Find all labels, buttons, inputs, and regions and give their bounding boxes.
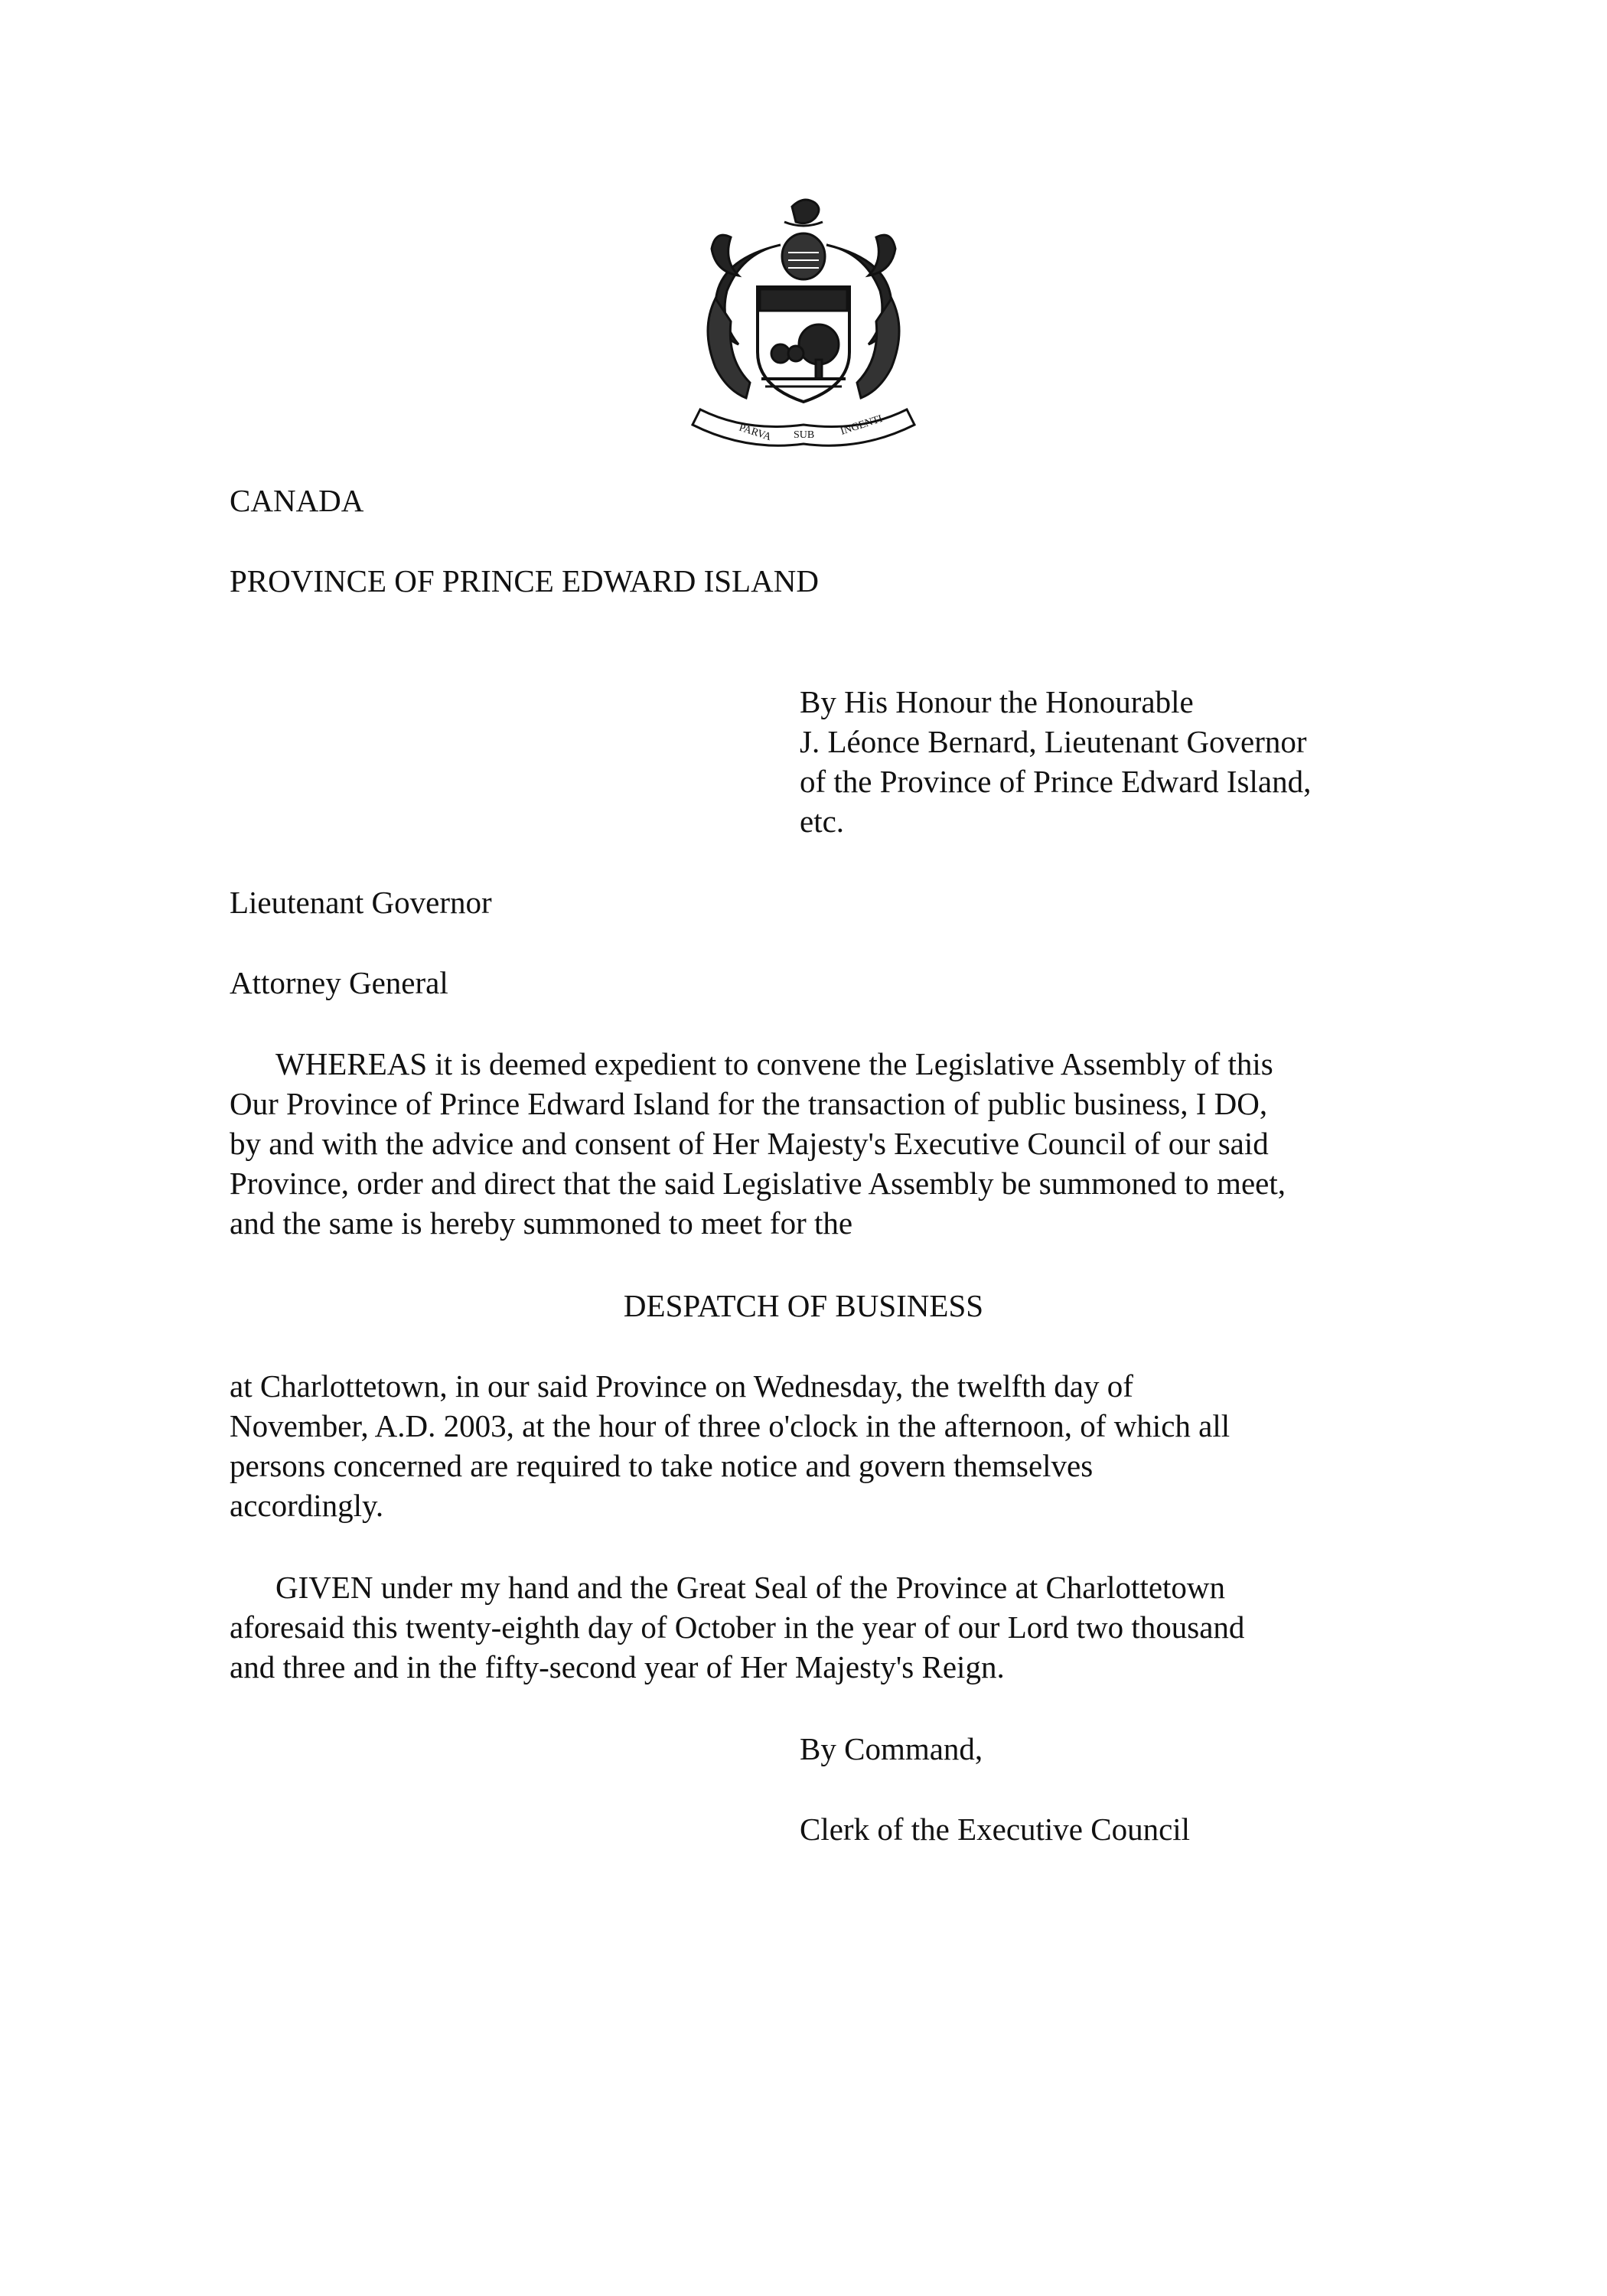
clerk-label: Clerk of the Executive Council — [800, 1812, 1191, 1847]
given-line: GIVEN under my hand and the Great Seal of the Province at Charlottetown — [275, 1570, 1226, 1605]
whereas-line: Our Province of Prince Edward Island for the transaction of public business, I DO, — [230, 1086, 1268, 1121]
province-heading: PROVINCE OF PRINCE EDWARD ISLAND — [230, 563, 819, 598]
given-paragraph — [230, 1567, 1377, 1687]
whereas-line: WHEREAS it is deemed expedient to convene the Legislative Assembly of this — [275, 1046, 1273, 1081]
meeting-line: November, A.D. 2003, at the hour of three o'clock in the afternoon, of which all — [230, 1408, 1231, 1443]
whereas-line: by and with the advice and consent of Her Majesty's Executive Council of our said — [230, 1126, 1269, 1161]
purpose-heading: DESPATCH OF BUSINESS — [623, 1288, 984, 1323]
whereas-line: Province, order and direct that the said Legislative Assembly be summoned to meet, — [230, 1166, 1286, 1201]
whereas-paragraph — [230, 1044, 1377, 1243]
given-line: and three and in the fifty-second year of Her Majesty's Reign. — [230, 1649, 1005, 1684]
authority-line: etc. — [800, 804, 845, 839]
meeting-line: at Charlottetown, in our said Province on Wednesday, the twelfth day of — [230, 1368, 1133, 1404]
authority-line: By His Honour the Honourable — [800, 684, 1194, 719]
coat-of-arms-emblem — [685, 191, 922, 448]
by-command-label: By Command, — [800, 1731, 983, 1766]
coat-of-arms-icon — [685, 191, 922, 448]
meeting-details-paragraph — [230, 1366, 1377, 1525]
authority-line: of the Province of Prince Edward Island, — [800, 764, 1312, 799]
motto-center: SUB — [794, 429, 815, 441]
authority-line: J. Léonce Bernard, Lieutenant Governor — [800, 724, 1307, 759]
motto-right: INGENTI — [839, 413, 885, 438]
meeting-line: persons concerned are required to take notice and govern themselves — [230, 1448, 1094, 1483]
lieutenant-governor-label: Lieutenant Governor — [230, 885, 492, 920]
whereas-line: and the same is hereby summoned to meet for the — [230, 1205, 853, 1241]
motto-left: PARVA — [737, 422, 773, 444]
given-line: aforesaid this twenty-eighth day of October in the year of our Lord two thousand — [230, 1609, 1245, 1645]
attorney-general-label: Attorney General — [230, 965, 448, 1000]
country-heading: CANADA — [230, 483, 364, 518]
meeting-line: accordingly. — [230, 1488, 384, 1523]
